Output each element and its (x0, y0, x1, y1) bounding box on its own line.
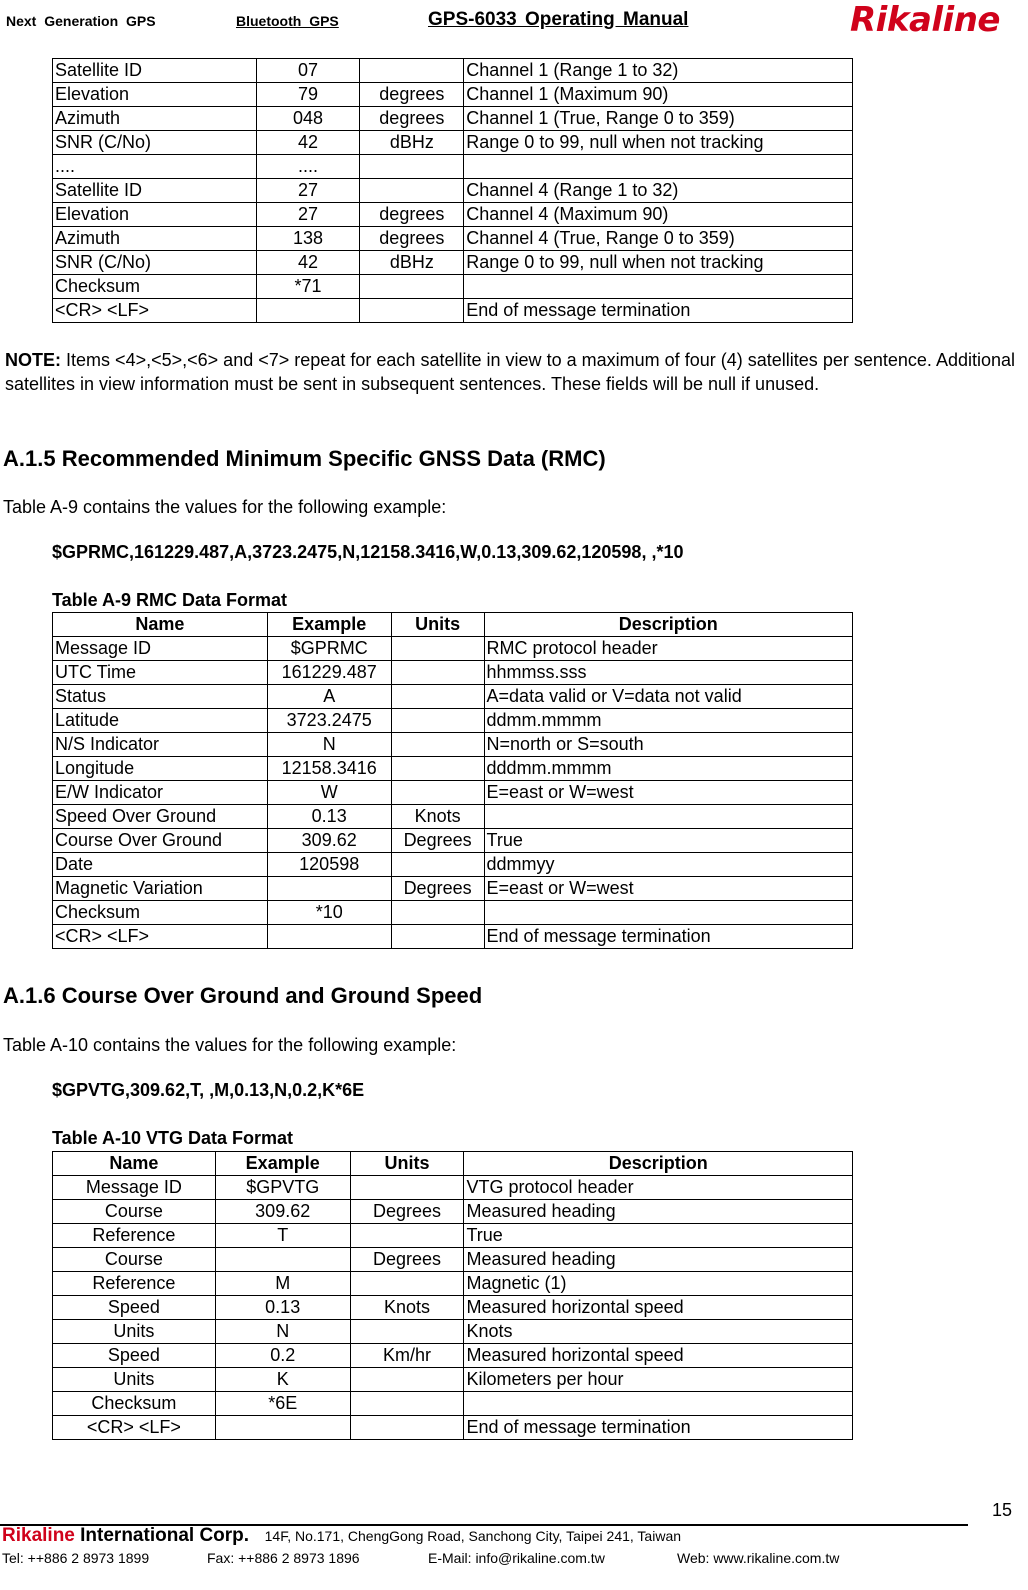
table-cell: E/W Indicator (53, 781, 268, 805)
table-cell: M (215, 1272, 350, 1296)
table-header-cell: Description (484, 613, 852, 637)
note-paragraph (5, 348, 1015, 396)
table-cell: 07 (256, 59, 360, 83)
table-cell: N/S Indicator (53, 733, 268, 757)
table-cell: Channel 4 (True, Range 0 to 359) (464, 227, 853, 251)
table-cell: End of message termination (464, 1416, 853, 1440)
rmc-table-row (53, 901, 853, 925)
table-cell: Units (53, 1320, 216, 1344)
table-cell: Units (53, 1368, 216, 1392)
table-cell: Date (53, 853, 268, 877)
table-cell: dddmm.mmmm (484, 757, 852, 781)
vtg-table-header-row (53, 1152, 853, 1176)
table-cell: 309.62 (215, 1200, 350, 1224)
table-cell: End of message termination (484, 925, 852, 949)
table-cell: Measured horizontal speed (464, 1344, 853, 1368)
table-cell: ddmm.mmmm (484, 709, 852, 733)
table-cell: True (464, 1224, 853, 1248)
table-header-cell: Example (267, 613, 391, 637)
page-number: 15 (992, 1500, 1013, 1520)
rmc-table-row (53, 733, 853, 757)
table-header-cell: Units (350, 1152, 464, 1176)
vtg-table-row (53, 1200, 853, 1224)
table-cell: Range 0 to 99, null when not tracking (464, 131, 853, 155)
table-cell: <CR> <LF> (53, 925, 268, 949)
table-cell (391, 661, 484, 685)
table-cell: Speed Over Ground (53, 805, 268, 829)
table-cell: 27 (256, 179, 360, 203)
vtg-table-row (53, 1248, 853, 1272)
header-subtitle: Bluetooth GPS (236, 13, 339, 29)
table-cell: UTC Time (53, 661, 268, 685)
vtg-table (52, 1151, 853, 1440)
vtg-example-sentence: $GPVTG,309.62,T, ,M,0.13,N,0.2,K*6E (52, 1080, 365, 1100)
table-cell (350, 1272, 464, 1296)
gsv-table-row (53, 203, 853, 227)
table-cell (464, 275, 853, 299)
table-cell: Elevation (53, 203, 257, 227)
table-cell: Degrees (391, 829, 484, 853)
gsv-table-row (53, 131, 853, 155)
footer-company-line (2, 1525, 681, 1547)
table-cell (484, 901, 852, 925)
table-cell: Status (53, 685, 268, 709)
rmc-table (52, 612, 853, 949)
table-header-cell: Units (391, 613, 484, 637)
vtg-table-row (53, 1224, 853, 1248)
table-cell (350, 1176, 464, 1200)
gsv-table-row (53, 83, 853, 107)
vtg-table-row (53, 1176, 853, 1200)
table-cell: Azimuth (53, 107, 257, 131)
table-cell: E=east or W=west (484, 781, 852, 805)
table-cell: $GPVTG (215, 1176, 350, 1200)
footer-corp-brand: Rikaline (2, 1525, 75, 1546)
table-cell: <CR> <LF> (53, 299, 257, 323)
vtg-table-row (53, 1272, 853, 1296)
footer-email[interactable]: E-Mail: info@rikaline.com.tw (428, 1550, 605, 1566)
table-cell (464, 1392, 853, 1416)
table-cell: Speed (53, 1296, 216, 1320)
gsv-table-row (53, 59, 853, 83)
table-cell: dBHz (360, 131, 464, 155)
table-cell (360, 299, 464, 323)
table-cell: W (267, 781, 391, 805)
table-cell: Longitude (53, 757, 268, 781)
table-cell: 79 (256, 83, 360, 107)
table-cell: Speed (53, 1344, 216, 1368)
table-cell: ddmmyy (484, 853, 852, 877)
rmc-intro: Table A-9 contains the values for the following example: (3, 497, 447, 517)
note-text: Items <4>,<5>,<6> and <7> repeat for each satellite in view to a maximum of four (4) satellites per sentence. Additional satellites in view information must be sent in subsequent sentences. These fields will be null if unused. (5, 350, 1015, 394)
table-cell (391, 757, 484, 781)
table-cell: RMC protocol header (484, 637, 852, 661)
table-cell: Course Over Ground (53, 829, 268, 853)
table-cell: Degrees (391, 877, 484, 901)
table-cell: A (267, 685, 391, 709)
vtg-table-row (53, 1416, 853, 1440)
table-cell: Channel 4 (Maximum 90) (464, 203, 853, 227)
page-header (0, 0, 1028, 40)
table-cell (360, 59, 464, 83)
gsv-table-row (53, 107, 853, 131)
table-cell: Measured heading (464, 1248, 853, 1272)
rmc-table-row (53, 925, 853, 949)
vtg-table-row (53, 1320, 853, 1344)
table-cell: Channel 1 (True, Range 0 to 359) (464, 107, 853, 131)
table-cell: degrees (360, 203, 464, 227)
table-cell: Knots (464, 1320, 853, 1344)
header-manual-title: GPS-6033 Operating Manual (428, 9, 689, 30)
table-cell: SNR (C/No) (53, 131, 257, 155)
table-cell: Course (53, 1200, 216, 1224)
gsv-table-row (53, 155, 853, 179)
table-cell: Kilometers per hour (464, 1368, 853, 1392)
table-cell: 3723.2475 (267, 709, 391, 733)
table-cell (350, 1224, 464, 1248)
table-cell: 42 (256, 131, 360, 155)
rmc-table-row (53, 637, 853, 661)
rmc-table-caption: Table A-9 RMC Data Format (52, 590, 288, 610)
table-cell: Elevation (53, 83, 257, 107)
footer-fax: Fax: ++886 2 8973 1896 (207, 1550, 360, 1566)
section-heading-rmc: A.1.5 Recommended Minimum Specific GNSS Data (RMC) (3, 446, 606, 471)
table-cell: Satellite ID (53, 179, 257, 203)
table-cell: Channel 1 (Maximum 90) (464, 83, 853, 107)
note-label: NOTE: (5, 350, 61, 370)
table-cell (391, 901, 484, 925)
table-cell: N (267, 733, 391, 757)
table-cell (391, 733, 484, 757)
table-cell: N=north or S=south (484, 733, 852, 757)
table-cell (256, 299, 360, 323)
footer-address: 14F, No.171, ChengGong Road, Sanchong City, Taipei 241, Taiwan (264, 1528, 682, 1544)
vtg-intro: Table A-10 contains the values for the following example: (3, 1035, 457, 1055)
vtg-table-row (53, 1368, 853, 1392)
table-cell: Checksum (53, 275, 257, 299)
table-cell: 0.13 (267, 805, 391, 829)
header-product-line: Next Generation GPS (6, 13, 156, 29)
rikaline-logo: Rikaline (850, 0, 1000, 40)
table-cell: hhmmss.sss (484, 661, 852, 685)
table-cell: Degrees (350, 1248, 464, 1272)
table-header-cell: Name (53, 613, 268, 637)
table-cell (350, 1368, 464, 1392)
table-cell (360, 179, 464, 203)
table-cell: Degrees (350, 1200, 464, 1224)
table-cell: Checksum (53, 1392, 216, 1416)
table-cell (350, 1320, 464, 1344)
table-cell: 138 (256, 227, 360, 251)
table-cell: Reference (53, 1272, 216, 1296)
rmc-example-sentence: $GPRMC,161229.487,A,3723.2475,N,12158.3416,W,0.13,309.62,120598, ,*10 (52, 542, 684, 562)
table-cell: 0.13 (215, 1296, 350, 1320)
table-cell: True (484, 829, 852, 853)
table-cell: <CR> <LF> (53, 1416, 216, 1440)
table-cell: Course (53, 1248, 216, 1272)
table-cell: Message ID (53, 1176, 216, 1200)
table-cell: $GPRMC (267, 637, 391, 661)
table-cell: .... (256, 155, 360, 179)
table-cell (350, 1392, 464, 1416)
table-header-cell: Name (53, 1152, 216, 1176)
table-cell: VTG protocol header (464, 1176, 853, 1200)
rmc-table-row (53, 853, 853, 877)
table-cell (464, 155, 853, 179)
table-cell: E=east or W=west (484, 877, 852, 901)
vtg-table-row (53, 1296, 853, 1320)
table-cell (215, 1248, 350, 1272)
rmc-table-row (53, 709, 853, 733)
table-cell: dBHz (360, 251, 464, 275)
rmc-table-row (53, 685, 853, 709)
vtg-table-caption: Table A-10 VTG Data Format (52, 1128, 294, 1148)
rmc-table-header-row (53, 613, 853, 637)
table-cell: *10 (267, 901, 391, 925)
footer-web[interactable]: Web: www.rikaline.com.tw (677, 1550, 840, 1566)
table-cell: Azimuth (53, 227, 257, 251)
table-cell: Knots (391, 805, 484, 829)
table-header-cell: Example (215, 1152, 350, 1176)
gsv-table-row (53, 251, 853, 275)
table-cell: Reference (53, 1224, 216, 1248)
table-cell: degrees (360, 107, 464, 131)
table-cell: Satellite ID (53, 59, 257, 83)
table-cell (267, 925, 391, 949)
table-cell: 42 (256, 251, 360, 275)
table-cell: Magnetic Variation (53, 877, 268, 901)
vtg-table-row (53, 1392, 853, 1416)
table-cell: N (215, 1320, 350, 1344)
table-cell (350, 1416, 464, 1440)
table-cell: Km/hr (350, 1344, 464, 1368)
table-cell (391, 853, 484, 877)
rmc-table-row (53, 661, 853, 685)
table-cell: T (215, 1224, 350, 1248)
gsv-table (52, 58, 853, 323)
table-cell: Channel 1 (Range 1 to 32) (464, 59, 853, 83)
table-cell: Latitude (53, 709, 268, 733)
rmc-table-row (53, 781, 853, 805)
table-cell (360, 155, 464, 179)
vtg-table-row (53, 1344, 853, 1368)
table-cell: *71 (256, 275, 360, 299)
section-heading-vtg: A.1.6 Course Over Ground and Ground Speed (3, 983, 483, 1008)
table-cell (267, 877, 391, 901)
table-cell: 0.2 (215, 1344, 350, 1368)
table-cell (391, 709, 484, 733)
table-cell: .... (53, 155, 257, 179)
table-cell: Message ID (53, 637, 268, 661)
table-cell: 120598 (267, 853, 391, 877)
table-cell (391, 637, 484, 661)
gsv-table-row (53, 227, 853, 251)
table-cell (391, 781, 484, 805)
table-cell (391, 925, 484, 949)
rmc-table-row (53, 805, 853, 829)
table-cell: degrees (360, 83, 464, 107)
table-cell: Checksum (53, 901, 268, 925)
table-cell: End of message termination (464, 299, 853, 323)
table-cell: K (215, 1368, 350, 1392)
table-header-cell: Description (464, 1152, 853, 1176)
table-cell (215, 1416, 350, 1440)
table-cell (360, 275, 464, 299)
table-cell: *6E (215, 1392, 350, 1416)
table-cell: Range 0 to 99, null when not tracking (464, 251, 853, 275)
rmc-table-row (53, 757, 853, 781)
table-cell: SNR (C/No) (53, 251, 257, 275)
footer-corp-name: International Corp. (74, 1525, 250, 1546)
rmc-table-row (53, 829, 853, 853)
table-cell: 12158.3416 (267, 757, 391, 781)
table-cell (391, 685, 484, 709)
footer-tel: Tel: ++886 2 8973 1899 (2, 1550, 150, 1566)
gsv-table-row (53, 179, 853, 203)
table-cell: 161229.487 (267, 661, 391, 685)
table-cell: Measured heading (464, 1200, 853, 1224)
table-cell: 309.62 (267, 829, 391, 853)
table-cell: Measured horizontal speed (464, 1296, 853, 1320)
table-cell: Knots (350, 1296, 464, 1320)
table-cell: degrees (360, 227, 464, 251)
rmc-table-row (53, 877, 853, 901)
gsv-table-row (53, 275, 853, 299)
gsv-table-row (53, 299, 853, 323)
table-cell: A=data valid or V=data not valid (484, 685, 852, 709)
table-cell: Magnetic (1) (464, 1272, 853, 1296)
table-cell: 048 (256, 107, 360, 131)
table-cell: Channel 4 (Range 1 to 32) (464, 179, 853, 203)
table-cell (484, 805, 852, 829)
table-cell: 27 (256, 203, 360, 227)
